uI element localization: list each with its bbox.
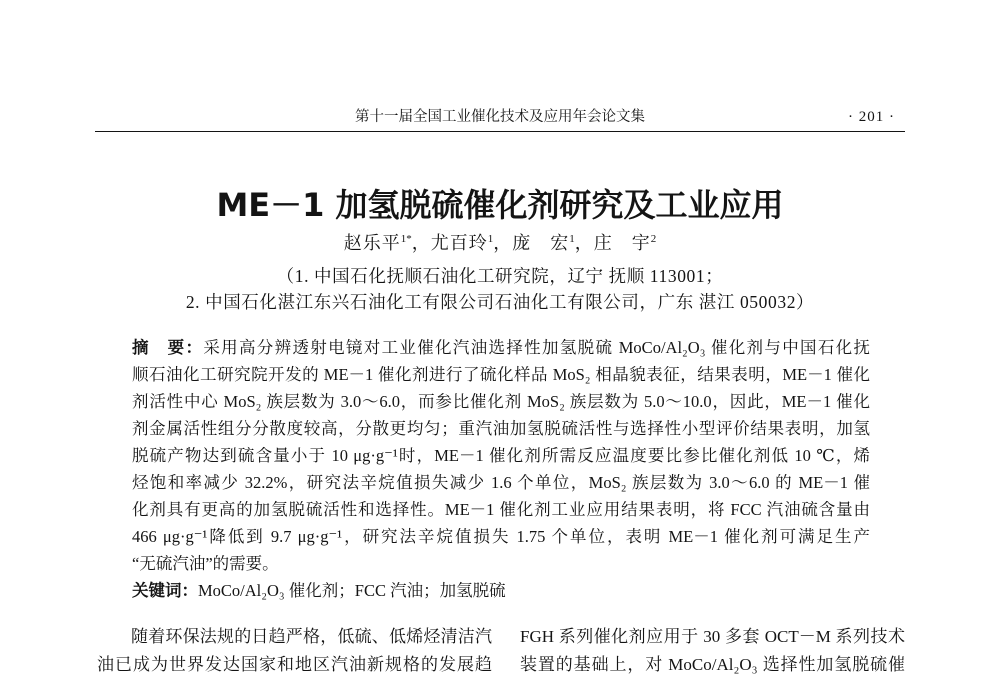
author-name: 庞 宏 <box>512 233 570 253</box>
body-line: 随着环保法规的日趋严格，低硫、低烯烃清洁汽 <box>131 627 492 646</box>
author-affiliation-mark: 1 <box>569 233 575 245</box>
body-column-right <box>520 623 905 679</box>
author-name: 赵乐平 <box>343 233 401 253</box>
body-line: FGH 系列催化剂应用于 30 多套 OCT－M 系列技术 <box>520 627 905 646</box>
abstract-line: 466 μg·g⁻¹降低到 9.7 μg·g⁻¹，研究法辛烷值损失 1.75 个单位，表明 ME－1 催化剂可满足生产 <box>132 527 870 546</box>
abstract-label: 摘 要： <box>132 338 204 357</box>
author-list <box>0 231 1000 255</box>
keywords-line <box>132 577 870 604</box>
abstract-line <box>132 334 870 361</box>
running-header <box>95 106 905 128</box>
author-separator: ， <box>411 233 431 253</box>
page-number: · 201 · <box>848 109 895 125</box>
author-separator: ， <box>493 233 513 253</box>
affiliation-line: 2. 中国石化湛江东兴石油化工有限公司石油化工有限公司，广东 湛江 050032） <box>185 292 815 312</box>
author-name: 尤百玲 <box>430 233 488 253</box>
abstract-line: 化剂具有更高的加氢脱硫活性和选择性。ME－1 催化剂工业应用结果表明，将 FCC 汽油硫含量由 <box>132 500 870 519</box>
body-column-left <box>97 623 492 679</box>
body-line: 油已成为世界发达国家和地区汽油新规格的发展趋 <box>97 655 492 674</box>
paper-title: ME－1 加氢脱硫催化剂研究及工业应用 <box>216 186 784 224</box>
abstract-line: 剂金属活性组分分散度较高，分散更均匀；重汽油加氢脱硫活性与选择性小型评价结果表明，加氢 <box>132 419 870 438</box>
author-affiliation-mark: 2 <box>650 233 657 245</box>
abstract-line: 剂活性中心 MoS₂ 族层数为 3.0～6.0，而参比催化剂 MoS₂ 族层数为 5.0～10.0，因此，ME－1 催化 <box>132 392 870 411</box>
proceedings-title: 第十一届全国工业催化技术及应用年会论文集 <box>355 109 645 125</box>
abstract-line: 烃饱和率减少 32.2%，研究法辛烷值损失减少 1.6 个单位，MoS₂ 族层数为 3.0～6.0 的 ME－1 催 <box>132 473 870 492</box>
author-separator: ， <box>574 233 594 253</box>
affiliation-line: （1. 中国石化抚顺石油化工研究院，辽宁 抚顺 113001； <box>276 266 724 286</box>
abstract-block <box>132 334 870 604</box>
keywords-text: MoCo/Al₂O₃ 催化剂；FCC 汽油；加氢脱硫 <box>198 581 506 600</box>
abstract-line: “无硫汽油”的需要。 <box>132 554 279 573</box>
abstract-line: 顺石油化工研究院开发的 ME－1 催化剂进行了硫化样品 MoS₂ 相晶貌表征，结果表明，ME－1 催化 <box>132 365 870 384</box>
abstract-line: 脱硫产物达到硫含量小于 10 μg·g⁻¹时，ME－1 催化剂所需反应温度要比参比催化剂低 10 ℃，烯 <box>132 446 870 465</box>
author-affiliation-mark: 1* <box>400 233 412 245</box>
header-rule <box>95 131 905 132</box>
abstract-text: 采用高分辨透射电镜对工业催化汽油选择性加氢脱硫 MoCo/Al₂O₃ 催化剂与中国石化抚 <box>203 338 871 357</box>
author-affiliation-mark: 1 <box>487 233 494 245</box>
body-line: 装置的基础上，对 MoCo/Al₂O₃ 选择性加氢脱硫催 <box>520 655 905 674</box>
keywords-label: 关键词： <box>132 581 198 600</box>
author-name: 庄 宇 <box>593 233 651 253</box>
